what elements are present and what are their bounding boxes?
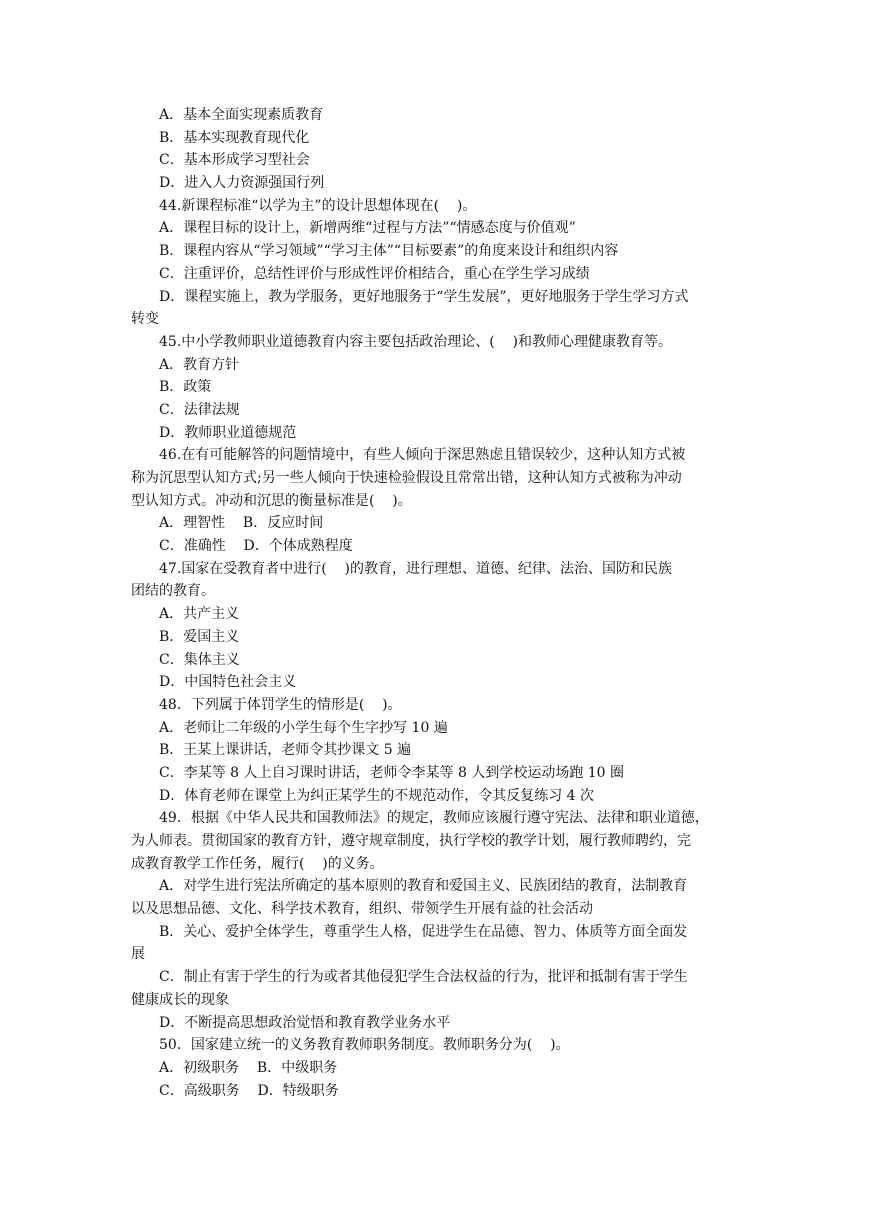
text-line: 展 bbox=[131, 946, 145, 963]
text-line: B．课程内容从“学习领域”“学习主体”“目标要素”的角度来设计和组织内容 bbox=[159, 243, 619, 260]
text-line: 健康成长的现象 bbox=[131, 991, 229, 1008]
text-line: C．高级职务 D．特级职务 bbox=[159, 1082, 339, 1099]
text-line: A．教育方针 bbox=[159, 356, 240, 373]
text-line: B．爱国主义 bbox=[159, 628, 240, 645]
text-line: 47.国家在受教育者中进行( )的教育，进行理想、道德、纪律、法治、国防和民族 bbox=[159, 560, 672, 577]
text-line: A．对学生进行宪法所确定的基本原则的教育和爱国主义、民族团结的教育，法制教育 bbox=[159, 878, 688, 895]
text-line: C．李某等 8 人上自习课时讲话，老师令李某等 8 人到学校运动场跑 10 圈 bbox=[159, 764, 625, 781]
text-line: A．课程目标的设计上，新增两维“过程与方法”“情感态度与价值观” bbox=[159, 220, 576, 237]
text-line: 44.新课程标准“以学为主”的设计思想体现在( )。 bbox=[159, 197, 477, 214]
text-line: 50．国家建立统一的义务教育教师职务制度。教师职务分为( )。 bbox=[159, 1037, 570, 1054]
text-line: 转变 bbox=[131, 311, 159, 328]
text-line: D．体育老师在课堂上为纠正某学生的不规范动作，令其反复练习 4 次 bbox=[159, 787, 595, 804]
text-line: D．中国特色社会主义 bbox=[159, 674, 297, 691]
text-line: C．准确性 D．个体成熟程度 bbox=[159, 538, 353, 555]
text-line: 46.在有可能解答的问题情境中，有些人倾向于深思熟虑且错误较少，这种认知方式被 bbox=[159, 447, 686, 464]
text-line: C．注重评价，总结性评价与形成性评价相结合，重心在学生学习成绩 bbox=[159, 265, 590, 282]
text-line: A．初级职务 B．中级职务 bbox=[159, 1059, 338, 1076]
text-line: B．政策 bbox=[159, 379, 212, 396]
document-body bbox=[131, 104, 737, 1102]
text-line: C．法律法规 bbox=[159, 401, 240, 418]
text-line: 称为沉思型认知方式;另一些人倾向于快速检验假设且常常出错，这种认知方式被称为冲动 bbox=[131, 470, 682, 486]
text-line: D．进入人力资源强国行列 bbox=[159, 175, 325, 192]
text-line: 成教育教学工作任务，履行( )的义务。 bbox=[131, 855, 384, 872]
text-line: A．共产主义 bbox=[159, 606, 240, 623]
text-line: 48．下列属于体罚学生的情形是( )。 bbox=[159, 696, 402, 713]
text-line: 49．根据《中华人民共和国教师法》的规定，教师应该履行遵守宪法、法律和职业道德， bbox=[159, 810, 709, 827]
text-line: D．不断提高思想政治觉悟和教育教学业务水平 bbox=[159, 1014, 451, 1031]
text-line: B．关心、爱护全体学生，尊重学生人格，促进学生在品德、智力、体质等方面全面发 bbox=[159, 923, 688, 940]
text-line: C．制止有害于学生的行为或者其他侵犯学生合法权益的行为，批评和抵制有害于学生 bbox=[159, 969, 688, 986]
text-line: B．基本实现教育现代化 bbox=[159, 129, 310, 146]
text-line: 45.中小学教师职业道德教育内容主要包括政治理论、( )和教师心理健康教育等。 bbox=[159, 333, 672, 350]
text-line: A．理智性 B．反应时间 bbox=[159, 515, 324, 532]
text-line: D．教师职业道德规范 bbox=[159, 424, 297, 441]
text-line: 团结的教育。 bbox=[131, 583, 215, 600]
text-line: C．基本形成学习型社会 bbox=[159, 152, 310, 169]
text-line: C．集体主义 bbox=[159, 651, 240, 668]
text-line: 以及思想品德、文化、科学技术教育，组织、带领学生开展有益的社会活动 bbox=[131, 901, 593, 918]
text-line: D．课程实施上，教为学服务，更好地服务于“学生发展”，更好地服务于学生学习方式 bbox=[159, 288, 689, 305]
text-line: A．基本全面实现素质教育 bbox=[159, 107, 324, 123]
text-line: 型认知方式。冲动和沉思的衡量标准是( )。 bbox=[131, 492, 412, 509]
text-line: B．王某上课讲话，老师令其抄课文 5 遍 bbox=[159, 742, 412, 759]
text-line: A．老师让二年级的小学生每个生字抄写 10 遍 bbox=[159, 719, 448, 736]
text-line: 为人师表。贯彻国家的教育方针，遵守规章制度，执行学校的教学计划，履行教师聘约，完 bbox=[131, 833, 691, 849]
